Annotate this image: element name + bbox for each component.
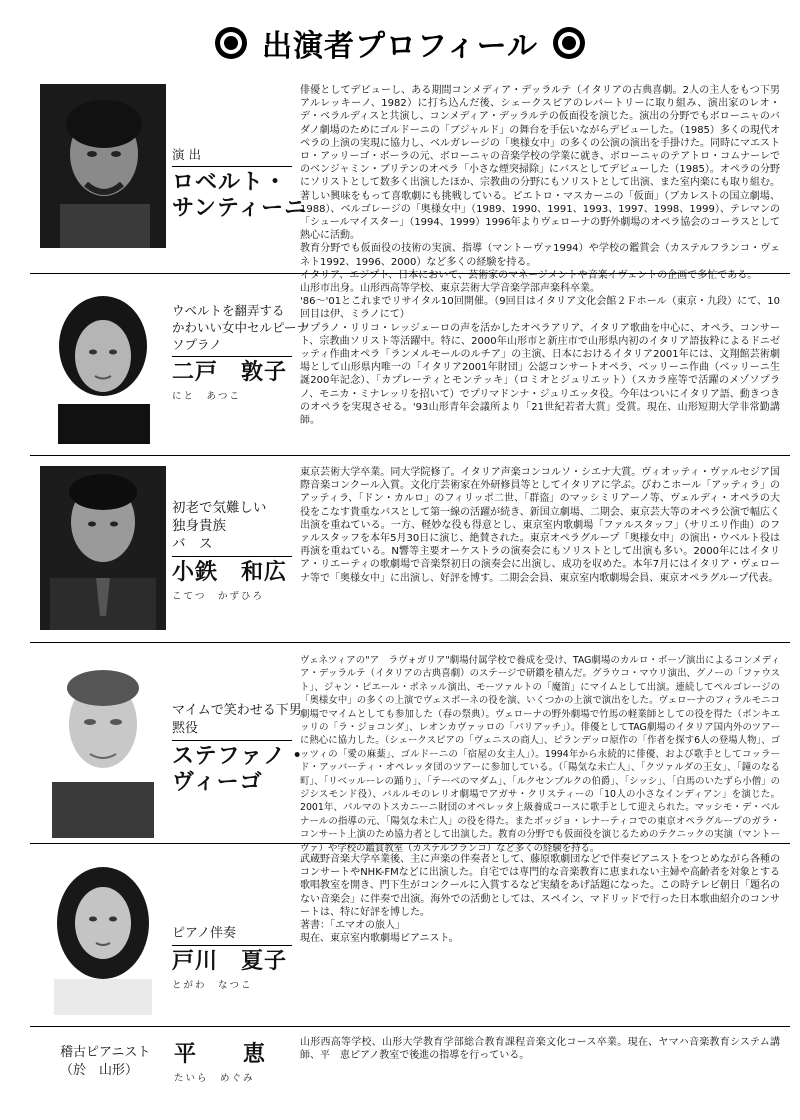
performer-name-reading: こてつ かずひろ <box>172 591 265 602</box>
performer-entry-kotetsu <box>30 466 790 636</box>
performer-name: ロベルト・ サンティーニ <box>172 170 308 221</box>
performer-bio <box>300 84 780 282</box>
bio-paragraph: イタリア、エジプト、日本において、芸術家のマネージメントや音楽イヴェントの企画で多忙である。 <box>300 269 758 281</box>
performer-role: 演 出 <box>172 147 201 162</box>
section-divider <box>30 273 790 274</box>
performer-voice-type: バ ス <box>172 536 213 552</box>
divider <box>172 556 292 557</box>
performer-bio <box>300 1036 780 1062</box>
performer-bio <box>300 853 780 945</box>
bio-paragraph: 俳優としてデビューし、ある期間コンメディア・デッラルテ（イタリアの古典喜劇。2人の主人をもつ下男アルレッキーノ、1982）に打ち込んだ後、シェークスピアのレパートリーに取り組み、演出家のレオ・デ・ベラルディスと共演し、コンメディア・デッラルテの仮面役を演じた。演出の分野でもボローニャのバダノ劇場のためにゴルドーニの「ブジャルド」の舞台を手伝いながらデビューした。（1985）多くの現代オペラの上演の実現に協力し、ベルガレージの「奥様女中」の多くの公演の演出を手掛けた。同時にマエストロ・アッリーゴ・ボーラの元、ボローニャの音楽学校の学業に就き、ボローニャのテアトロ・コムナーレでのベンジャミン・ブリテンのオペラ「小さな煙突掃除」にバスとしてデビューした（1985）。オペラの分野にソリストとして数多く出演したほか、宗教曲の分野にもソリストとして出演、また室内楽にも取り組む。著しい興味をもって喜歌劇にも挑戦している。ピエトロ・マスカーニの「仮面」（ブカレストの国立劇場、1988）、ベルゴレージの「奥様女中」（1989、1990、1991、1993、1997、1998、1999）、テレマンの「シュールマイスター」（1994、1999）1996年よりヴェローナの野外劇場のオペラ協会のコーラスとして熱心に活動。 <box>300 85 780 242</box>
target-ornament-icon <box>552 26 586 60</box>
performer-role: 初老で気難しい <box>172 500 267 516</box>
bio-paragraph: ソプラノ・リリコ・レッジェーロの声を活かしたオペラアリア、イタリア歌曲を中心に、オペラ、コンサート、宗教曲ソリスト等活躍中。特に、2000年山形市と新庄市で山形県内初のイタリア語抜粋によるドニゼッティ作曲オペラ「ランメルモールのルチア」の主演、日本におけるイタリア2001年には、文翔館芸術劇場として山形県内唯一の「イタリア2001年財団」公認コンサートオペラ、ベッリーニ作曲（ベッリーニ生誕200年記念）、「カプレーティとモンテッキ」（ロミオとジュリエット）（スカラ座等で活躍のメゾソプラノ、モニカ・ミナレッリを招いて）でプリマドンナ・ジュリエッタ役。今年はついにイタリア語、動きつきのオペラを実現させる。'93山形青年会議所より「21世紀若者大賞」受賞。現在、山形短期大学非常勤講師。 <box>300 322 780 427</box>
bio-paragraph: '86～'01とこれまでリサイタル10回開催。（9回目はイタリア文化会館２Ｆホール（東京・九段）にて、10回目は伊、ミラノにて） <box>300 296 780 321</box>
performer-name-reading: とがわ なつこ <box>172 980 253 991</box>
performer-entry-vigo <box>30 654 790 854</box>
performer-photo <box>40 466 166 630</box>
performer-photo <box>40 853 166 1015</box>
performer-entry-togawa <box>30 853 790 1019</box>
performer-entry-santini <box>30 84 790 281</box>
bio-paragraph: 山形西高等学校、山形大学教育学部総合教育課程音楽文化コース卒業。現在、ヤマハ音楽教育システム講師、平 恵ピアノ教室で後進の指導を行っている。 <box>300 1037 780 1062</box>
performer-name: 平 恵 <box>174 1042 267 1067</box>
performer-bio <box>300 282 780 427</box>
performer-name-reading: にと あつこ <box>172 391 242 402</box>
performer-voice-type: ソプラノ <box>172 337 222 352</box>
section-divider <box>30 642 790 643</box>
section-divider <box>30 455 790 456</box>
target-ornament-icon <box>214 26 248 60</box>
performer-name-reading: たいら めぐみ <box>174 1073 255 1084</box>
performer-role: マイムで笑わせる下男 <box>172 703 302 718</box>
performer-name: ステファノ・ ヴィーゴ <box>172 744 310 795</box>
performer-role: ウベルトを翻弄する <box>172 303 285 318</box>
performer-name: 小鉄 和広 <box>172 560 288 585</box>
bio-paragraph: ヴェネツィアの"ア ラヴォガリア"劇場付属学校で養成を受け、TAG劇場のカルロ・ボーゾ演出によるコンメディア・デッラルテ（イタリアの古典喜劇）のステージで研鑽を積んだ。グラウコ・マウリ演出、グノーの「ファウスト」、ジャン・ピエール・ポネッル演出、モーツァルトの「魔笛」にマイムとして出演。連続してペルゴレージの「奥様女中」の多くの上演でヴェスポーネの役を演、いくつかの上演で演出をした。ヴェローナのフィラルモニコ劇場でマイムとしても参加した（春の祭典）。ヴェローナの野外劇場で竹馬の軽業師としての役を得た（ポンキエッリの「ラ・ジョコンダ」、レオンカヴァッロの「パリアッチ」）。俳優としてTAG劇場のイタリア国内外のツアーに熱心に協力した。（シェークスピアの「ヴェニスの商人」、ピランデッロ原作の「作者を探す6人の登場人物」、ゴッツィの「愛の麻薬」、ゴルドーニの「宿屋の女主人」）。1994年から永続的に俳優、および歌手としてコッラード・アッバーティ・オペレッタ団のツアーに参加している。（「陽気な未亡人」、「クツァルダの王女」、「鐘のなる町」、「リベッルーレの踊り」、「テーベのマダム」、「ルクセンブルクの伯爵」、「シッシ」、「白馬のいたずら小僧」のジシスモンド役）、バルルモのレリオ劇場でアガサ・クリスティーの「10人の小さなインディアン」を演じた。2001年、パルマのトスカニーニ財団のオペレッタ上級養成コースに歌手として迎えられた。マッシモ・デ・ベルナールの指導の元、「陽気な未亡人」の役を得た。またボッジョ・レナーティコでの東京オペラグループのガラ・コンサート上演のため協力者として出演した。教育の分野でも仮面役を演じるためのテクニックの実演（マントーヴァ）や学校の鑑賞教室（カステルフランコ）など多くの経験を持る。 <box>300 655 780 854</box>
performer-bio <box>300 654 780 855</box>
performer-role-detail: （於 山形） <box>60 1063 139 1078</box>
performer-photo <box>40 654 166 838</box>
bio-paragraph: 東京芸術大学卒業。同大学院修了。イタリア声楽コンコルソ・シエナ大賞。ヴィオッティ・ヴァルセジア国際音楽コンクール入賞。文化庁芸術家在外研修員等としてイタリアに学ぶ。びわこホール「アッティラ」のアッティラ、「ドン・カルロ」のフィリッポ二世、「群盗」のマッシミリアーノ等、ヴェルディ・オペラの大役をこなす貴重なバスとして第一線の活躍が続き、新国立劇場、二期会、東京芸大等のオペラ公演で幅広く出演を重ねている。一方、軽妙な役も得意とし、東京室内歌劇場「ファルスタッフ」（サリエリ作曲）のファルスタッフを本年5月30日に演じ、絶賛された。東京オペラグループ「奥様女中」の演出・ウベルト役は再演を重ねている。N響等主要オーケストラの演奏会にもソリストとして出演も多い。2000年にはイタリア・リエーティの歌劇場で音楽祭初日の演奏会に出演し、成功を収めた。本年7月にはイタリア・ヴェローナ等で「奥様女中」に出演し、好評を博す。二期会会員、東京室内歌劇場会員、東京オペラグループ代表。 <box>300 467 780 584</box>
performer-role-detail: 独身貴族 <box>172 518 226 534</box>
section-divider <box>30 1026 790 1027</box>
performer-name: 戸川 夏子 <box>172 949 288 974</box>
performer-bio <box>300 466 780 585</box>
performer-photo <box>40 282 166 444</box>
bio-paragraph: 教育分野でも仮面役の技術の実演、指導（マントーヴァ1994）や学校の鑑賞会（カステルフランコ・ヴェネト1992、1996、2000）など多くの経験を持る。 <box>300 243 780 268</box>
section-divider <box>30 843 790 844</box>
performer-role-detail: かわいい女中セルピーナ <box>172 320 310 335</box>
performer-entry-nito <box>30 282 790 452</box>
bio-paragraph: 武蔵野音楽大学卒業後、主に声楽の伴奏者として、藤原歌劇団などで伴奏ピアニストをつとめながら各種のコンサートやNHK-FMなどに出演した。自宅では専門的な音楽教育に恵まれない主婦や高齢者を対象とする歌唱教室を開き、門下生がコンクールに入賞するなど実績をあげ話題になった。この時テレビ朝日「題名のない音楽会」に伴奏で出演。海外での活動としては、スペイン、マドリッドで行った日本歌曲紹介のコンサートは、特に好評を博した。 <box>300 854 780 918</box>
bio-paragraph: 現在、東京室内歌劇場ピアニスト。 <box>300 933 459 945</box>
performer-role: 稽古ピアニスト <box>60 1045 151 1060</box>
performer-photo <box>40 84 166 248</box>
divider <box>172 356 292 357</box>
performer-entry-taira <box>30 1036 790 1106</box>
performer-role-detail: 黙役 <box>172 721 199 736</box>
divider <box>172 166 292 167</box>
divider <box>172 945 292 946</box>
bio-paragraph: 山形市出身。山形西高等学校、東京芸術大学音楽学部声楽科卒業。 <box>300 283 600 294</box>
page-title: 出演者プロフィール <box>262 29 538 64</box>
performer-role: ピアノ伴奏 <box>172 926 236 941</box>
performer-name: 二戸 敦子 <box>172 360 288 385</box>
bio-paragraph: 著書：「エマオの旅人」 <box>300 920 405 932</box>
divider <box>172 740 292 741</box>
page-header <box>0 18 800 68</box>
